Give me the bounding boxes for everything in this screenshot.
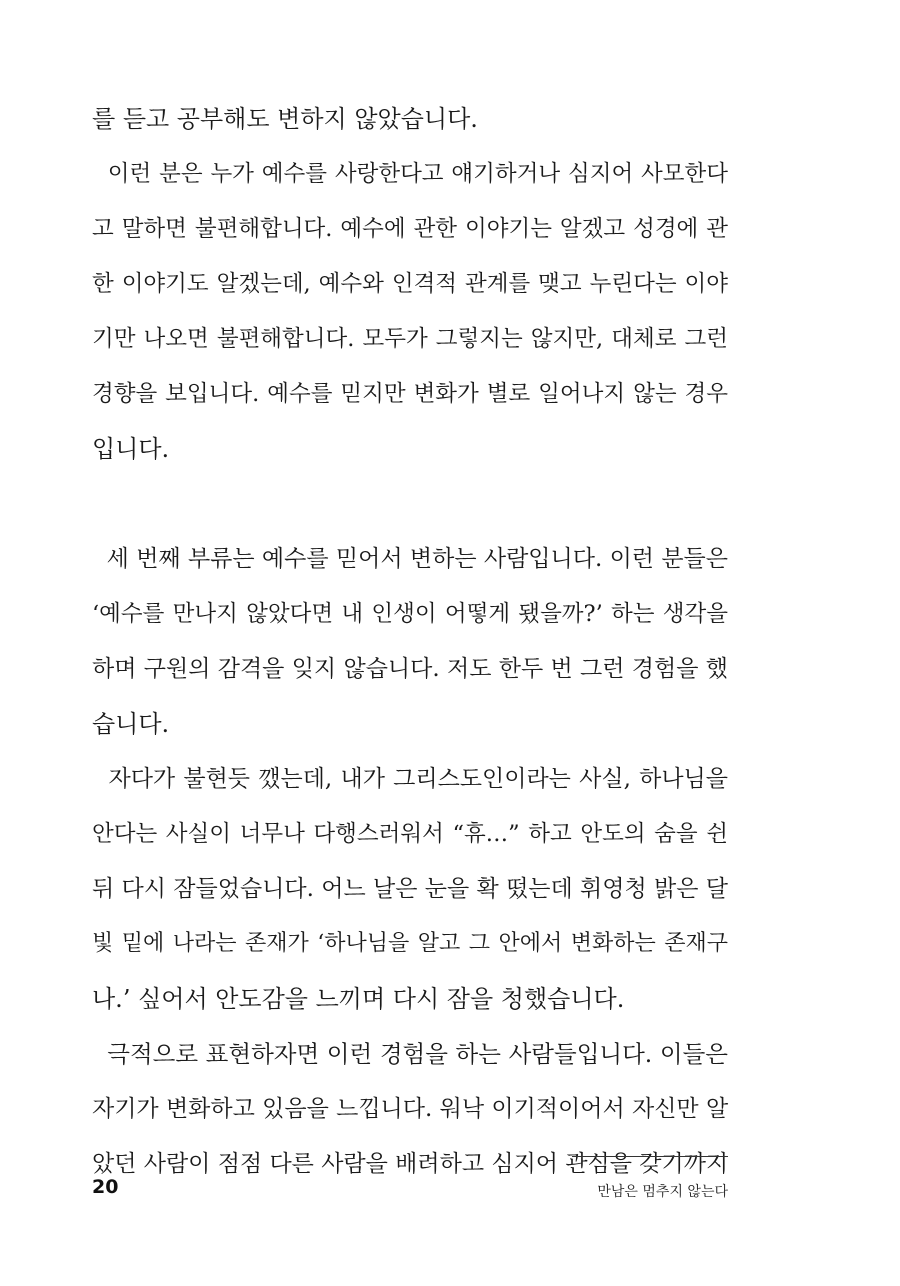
text-line: 경향을 보입니다. 예수를 믿지만 변화가 별로 일어나지 않는 경우: [92, 381, 728, 407]
text-line: 를 듣고 공부해도 변하지 않았습니다.: [92, 105, 478, 133]
text-line: 자기가 변화하고 있음을 느낍니다. 워낙 이기적이어서 자신만 알: [92, 1096, 729, 1122]
text-line: 한 이야기도 알겠는데, 예수와 인격적 관계를 맺고 누린다는 이야: [92, 271, 728, 297]
text-line: 았던 사람이 점점 다른 사람을 배려하고 심지어 관심을 갖기까지: [92, 1151, 729, 1177]
text-line: 이런 분은 누가 예수를 사랑한다고 얘기하거나 심지어 사모한다: [92, 161, 728, 187]
text-line: 세 번째 부류는 예수를 믿어서 변하는 사람입니다. 이런 분들은: [92, 546, 728, 572]
running-title: 만남은 멈추지 않는다: [597, 1184, 728, 1200]
text-line: 기만 나오면 불편해합니다. 모두가 그렇지는 않지만, 대체로 그런: [92, 326, 728, 352]
text-line: 하며 구원의 감격을 잊지 않습니다. 저도 한두 번 그런 경험을 했: [92, 656, 728, 682]
page-number: 20: [92, 1176, 119, 1198]
text-line: ‘예수를 만나지 않았다면 내 인생이 어떻게 됐을까?’ 하는 생각을: [92, 601, 728, 627]
text-line: 습니다.: [92, 710, 170, 738]
text-line: 입니다.: [92, 435, 170, 463]
text-line: 나.’ 싶어서 안도감을 느끼며 다시 잠을 청했습니다.: [92, 985, 625, 1013]
text-line: 빛 밑에 나라는 존재가 ‘하나님을 알고 그 안에서 변화하는 존재구: [92, 931, 728, 956]
text-line: 뒤 다시 잠들었습니다. 어느 날은 눈을 확 떴는데 휘영청 밝은 달: [92, 876, 728, 902]
footer-divider: [572, 1156, 728, 1157]
text-line: 자다가 불현듯 깼는데, 내가 그리스도인이라는 사실, 하나님을: [92, 766, 728, 792]
text-line: 극적으로 표현하자면 이런 경험을 하는 사람들입니다. 이들은: [92, 1040, 728, 1068]
text-line: 안다는 사실이 너무나 다행스러워서 “휴…” 하고 안도의 숨을 쉰: [92, 821, 728, 847]
text-line: 고 말하면 불편해합니다. 예수에 관한 이야기는 알겠고 성경에 관: [92, 216, 728, 242]
